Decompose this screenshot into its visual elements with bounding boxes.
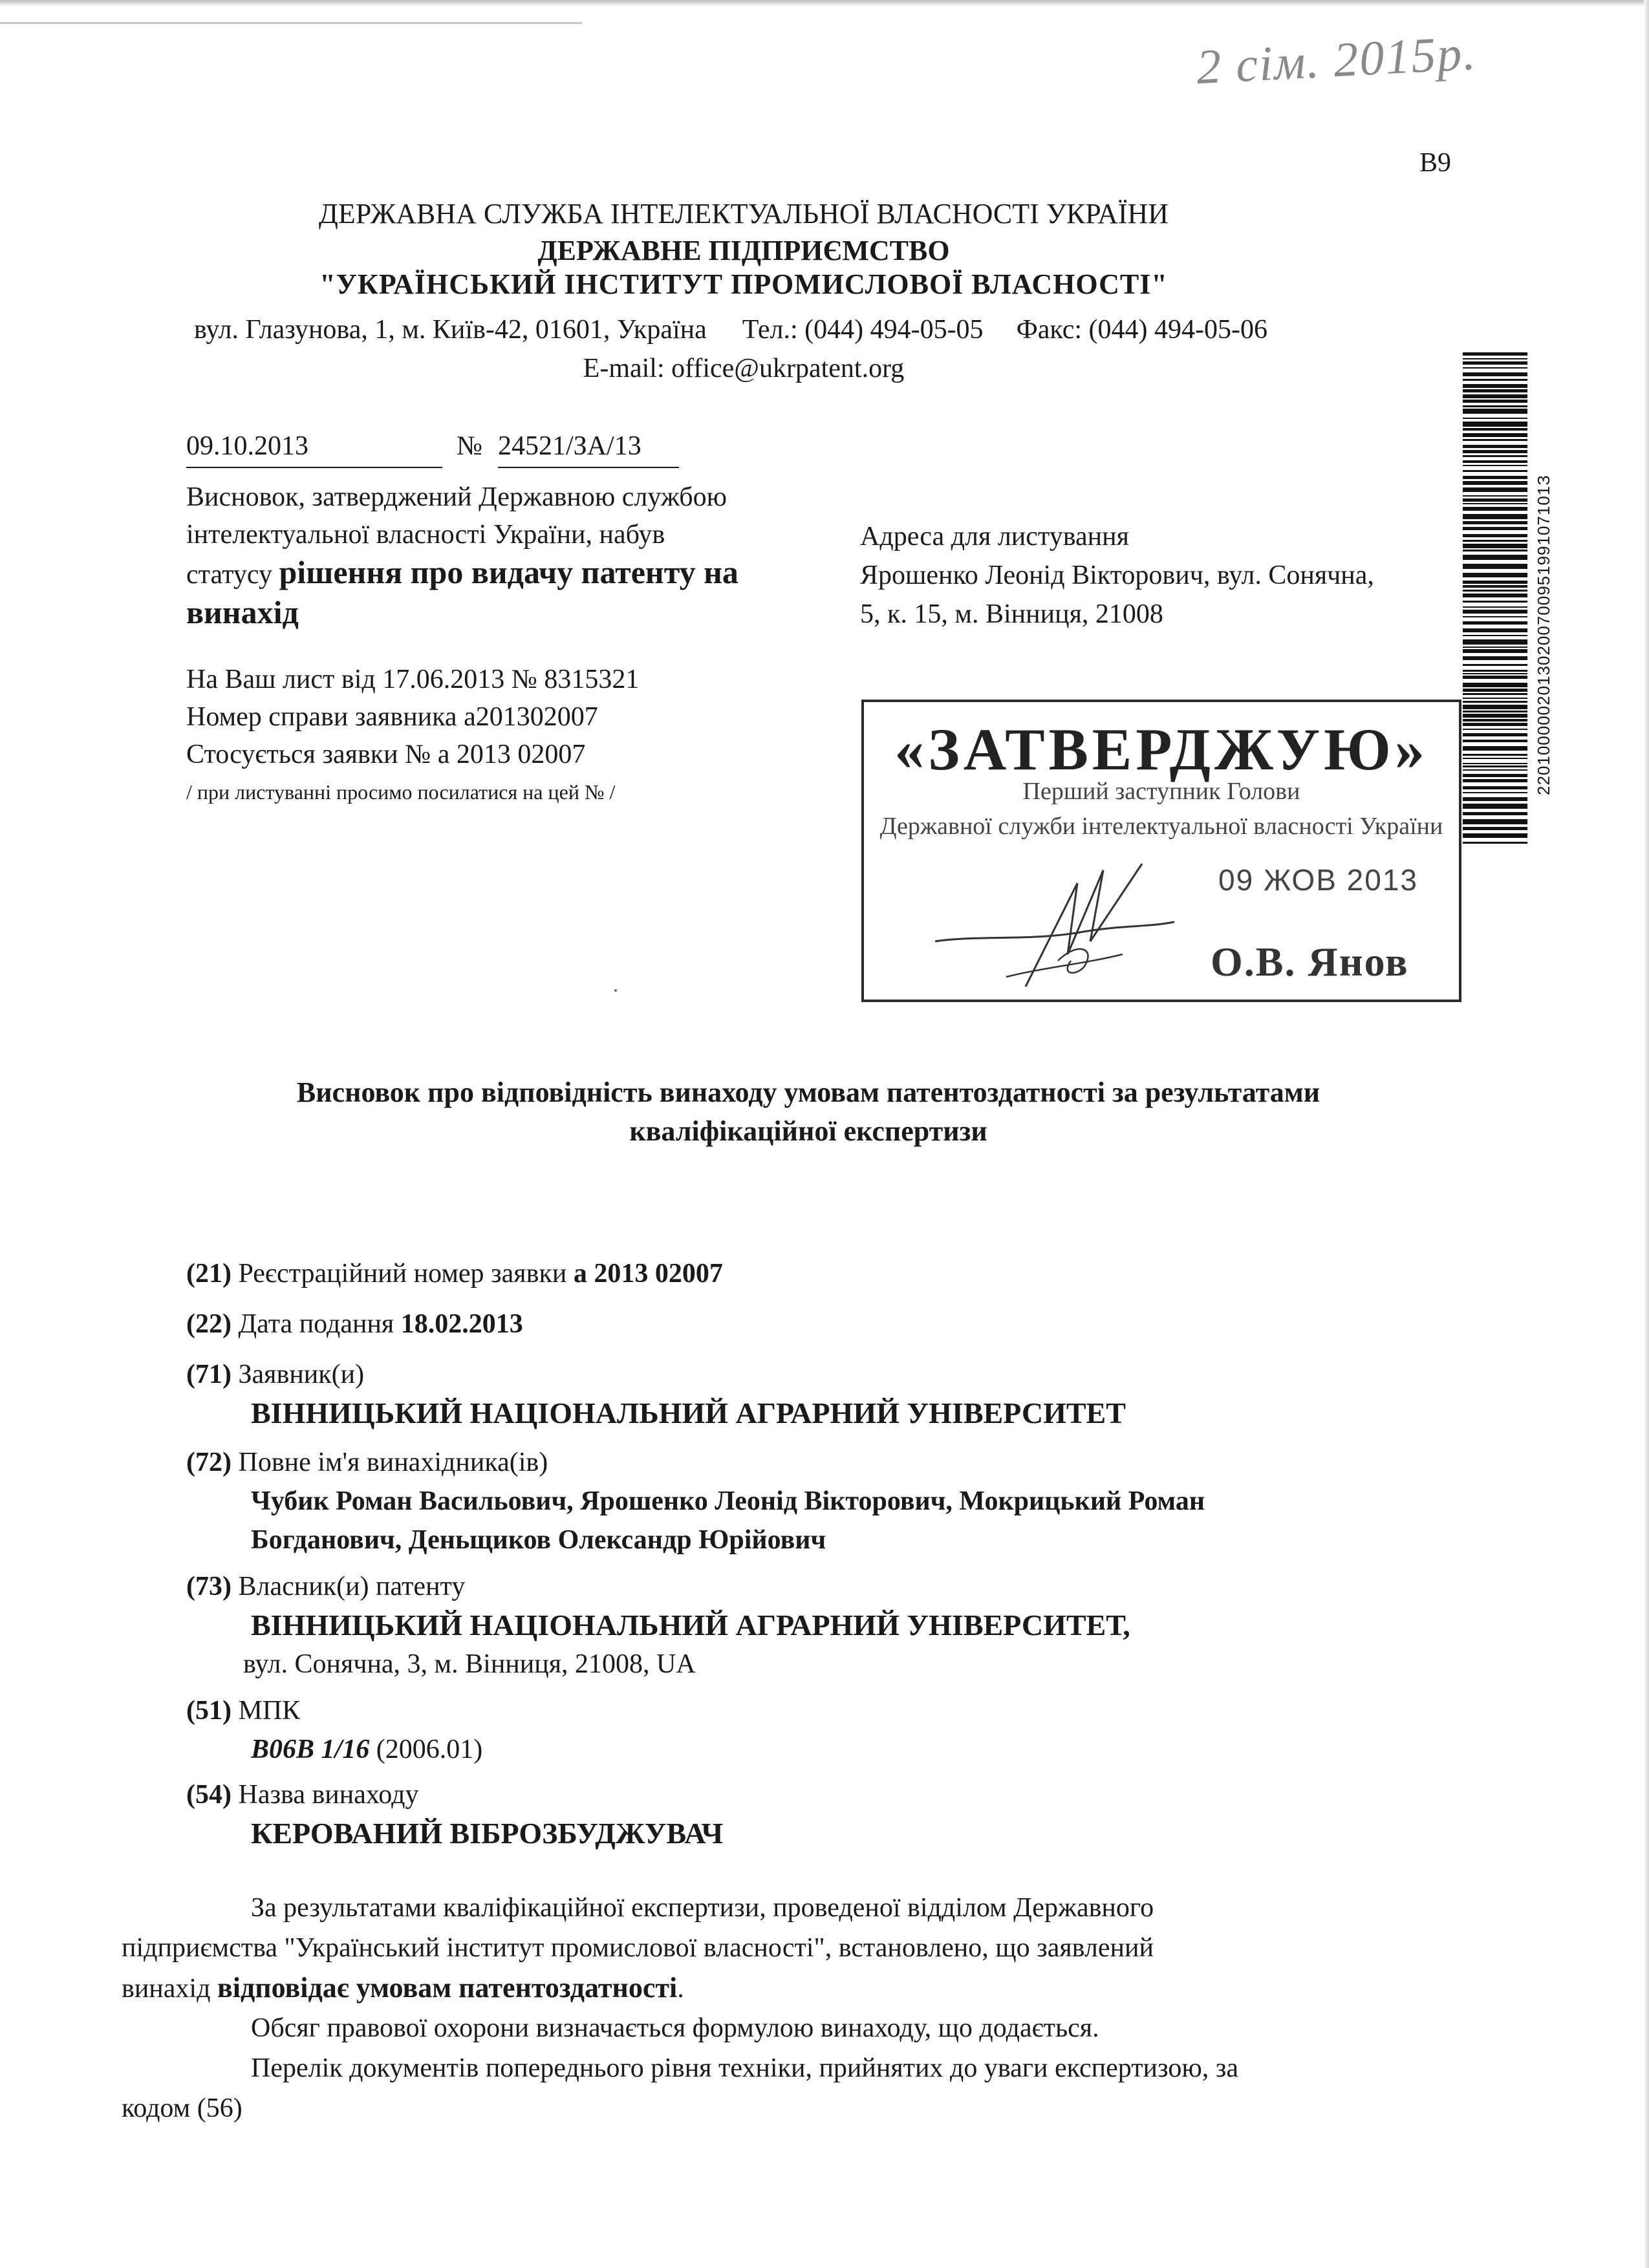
barcode-bar [1463, 673, 1527, 674]
barcode-bar [1463, 676, 1527, 679]
barcode-bar [1463, 445, 1527, 448]
barcode-bar [1463, 460, 1527, 463]
barcode-bar [1463, 405, 1527, 407]
barcode-bar [1463, 389, 1527, 392]
barcode-bar [1463, 769, 1527, 771]
field-21 [186, 1254, 1480, 1293]
scan-speck [614, 989, 617, 992]
barcode-bar [1463, 719, 1527, 722]
number-underline [498, 467, 679, 468]
barcode-bar [1463, 555, 1527, 560]
field-22-label: Дата подання [238, 1309, 394, 1339]
barcode-bar [1463, 733, 1527, 736]
barcode-bar [1463, 581, 1527, 584]
field-51-value: B06B 1/16 [251, 1735, 370, 1764]
barcode-bar [1463, 635, 1527, 636]
barcode-bar [1463, 498, 1527, 502]
field-73-address: вул. Сонячна, 3, м. Вінниця, 21008, UA [243, 1649, 696, 1679]
body-paragraph-1 [122, 1888, 1415, 2009]
letter-ref-note: / при листуванні просимо посилатися на цей № / [186, 780, 616, 804]
barcode-bar [1463, 711, 1527, 712]
barcode-bar [1463, 628, 1527, 632]
barcode-bar [1463, 779, 1527, 782]
barcode-bar [1463, 455, 1527, 457]
conclusion-title-line-2: кваліфікаційної експертизи [629, 1115, 987, 1147]
stamp-organization: Державної служби інтелектуальної власності України [879, 813, 1443, 840]
barcode-bar [1463, 450, 1527, 453]
barcode-bar [1463, 792, 1527, 793]
barcode-bar [1463, 550, 1527, 551]
barcode-bar [1463, 590, 1527, 592]
correspondence-line-1: Ярошенко Леонід Вікторович, вул. Сонячна, [860, 561, 1374, 590]
barcode-bar [1463, 647, 1527, 648]
barcode-bar [1463, 763, 1527, 764]
body-p1-prefix: винахід [122, 1974, 211, 2004]
field-21-label: Реєстраційний номер заявки [238, 1259, 567, 1289]
field-54 [186, 1775, 1480, 1853]
barcode-number: 2201000002013020070095199107101З [1534, 475, 1553, 795]
body-p1-line-1: За результатами кваліфікаційної експертизи, проведеної відділом Державного [251, 1893, 1154, 1923]
handwritten-note: 2 сім. 2015р. [1195, 25, 1478, 95]
barcode-bar [1463, 601, 1527, 603]
field-72-code: (72) [186, 1448, 232, 1477]
barcode-bar [1463, 639, 1527, 645]
barcode-bar [1463, 833, 1527, 838]
date-underline [186, 467, 442, 468]
barcode-bar [1463, 527, 1527, 530]
scan-edge [0, 0, 1649, 6]
barcode-bar [1463, 812, 1527, 815]
barcode-bar [1463, 804, 1527, 809]
header-fax: Факс: (044) 494-05-06 [1016, 315, 1268, 345]
body-p3-line-2: кодом (56) [122, 2093, 242, 2123]
field-21-code: (21) [186, 1259, 232, 1289]
field-71-label: Заявник(и) [238, 1360, 365, 1389]
barcode-bar [1463, 352, 1527, 356]
barcode-bar [1463, 656, 1527, 660]
stamp-signatory: О.В. Янов [1211, 939, 1409, 985]
body-p1-line-2: підприємства "Український інститут промислової власності", встановлено, що заявлений [122, 1933, 1154, 1963]
barcode-bar [1463, 664, 1527, 666]
barcode-bar [1463, 842, 1527, 844]
barcode-bar [1463, 786, 1527, 789]
barcode-bar [1463, 507, 1527, 511]
barcode-bar [1463, 503, 1527, 504]
field-71 [186, 1355, 1480, 1433]
field-73-label: Власник(и) патенту [238, 1572, 466, 1601]
letter-reference [186, 661, 639, 811]
field-54-code: (54) [186, 1780, 232, 1810]
barcode-bar [1463, 610, 1527, 614]
barcode-bar [1463, 683, 1527, 687]
conclusion-title-line-1: Висновок про відповідність винаходу умовам патентоздатності за результатами [296, 1076, 1320, 1108]
field-72-inventors-line-2: Богданович, Деньщиков Олександр Юрійович [251, 1525, 826, 1555]
barcode-bar [1463, 379, 1527, 381]
barcode-bar [1463, 564, 1527, 569]
stamp-position: Перший заступник Голови [1022, 778, 1300, 805]
field-72 [186, 1443, 1480, 1559]
barcode-bar [1463, 827, 1527, 830]
field-73-value: ВІННИЦЬКИЙ НАЦІОНАЛЬНИЙ АГРАРНИЙ УНІВЕРСИТЕТ, [251, 1609, 1130, 1642]
barcode-bar [1463, 754, 1527, 756]
scan-line [0, 22, 582, 24]
conclusion-status-note [186, 478, 833, 631]
barcode-bar [1463, 439, 1527, 441]
barcode-bar [1463, 476, 1527, 479]
barcode-bar [1463, 723, 1527, 726]
barcode-bar [1463, 740, 1527, 742]
scan-right-edge [1644, 0, 1649, 2268]
field-54-value: КЕРОВАНИЙ ВІБРОЗБУДЖУВАЧ [251, 1817, 724, 1850]
field-51-code: (51) [186, 1696, 232, 1726]
barcode-bar [1463, 372, 1527, 376]
barcode-bar [1463, 367, 1527, 369]
barcode-bar [1463, 521, 1527, 524]
status-line-1: Висновок, затверджений Державною службою [186, 482, 727, 512]
barcode-bar [1463, 774, 1527, 777]
barcode-bar [1463, 418, 1527, 419]
barcode-bar [1463, 470, 1527, 472]
barcode-bar [1463, 729, 1527, 730]
barcode-bar [1463, 573, 1527, 577]
barcode-bar [1463, 428, 1527, 431]
body-p1-verdict: відповідає умовам патентоздатності [217, 1972, 678, 2004]
barcode-bar [1463, 797, 1527, 801]
correspondence-address [860, 517, 1461, 634]
status-line-3 [186, 553, 833, 594]
field-71-value: ВІННИЦЬКИЙ НАЦІОНАЛЬНИЙ АГРАРНИЙ УНІВЕРСИТЕТ [251, 1396, 1126, 1429]
body-p3-line-1: Перелік документів попереднього рівня техніки, прийнятих до уваги експертизою, за [251, 2053, 1238, 2083]
body-p1-suffix: . [677, 1974, 684, 2004]
field-72-label: Повне ім'я винахідника(ів) [238, 1448, 548, 1477]
field-22-code: (22) [186, 1309, 232, 1339]
barcode-bar [1463, 384, 1527, 388]
barcode-bar [1463, 621, 1527, 625]
barcode-bar [1463, 616, 1527, 617]
field-72-inventors-line-1: Чубик Роман Васильович, Ярошенко Леонід Вікторович, Мокрицький Роман [251, 1486, 1205, 1516]
approval-stamp [861, 700, 1461, 1002]
barcode-bar [1463, 481, 1527, 485]
field-51-version: (2006.01) [376, 1735, 483, 1764]
barcode-bar [1463, 465, 1527, 466]
status-decision: рішення про видачу патенту на [279, 554, 738, 590]
barcode-bar [1463, 409, 1527, 414]
status-decision-end: винахід [186, 594, 299, 630]
barcode-bar [1463, 534, 1527, 537]
barcode-bar [1463, 514, 1527, 519]
barcode-bar [1463, 585, 1527, 588]
body-paragraph-2: Обсяг правової охорони визначається формулою винаходу, що додається. [251, 2013, 1099, 2043]
letter-ref-line-2: Номер справи заявника а201302007 [186, 702, 598, 732]
barcode-bar [1463, 670, 1527, 672]
header-agency: ДЕРЖАВНА СЛУЖБА ІНТЕЛЕКТУАЛЬНОЇ ВЛАСНОСТІ УКРАЇНИ [318, 198, 1169, 230]
field-73 [186, 1567, 1480, 1684]
field-51 [186, 1691, 1480, 1769]
header-email: E-mail: office@ukrpatent.org [583, 354, 905, 383]
header-phone: Тел.: (044) 494-05-05 [742, 315, 984, 345]
document-code: B9 [1419, 148, 1452, 178]
barcode-bar [1463, 361, 1527, 365]
field-22 [186, 1305, 1480, 1343]
header-address: вул. Глазунова, 1, м. Київ-42, 01601, Україна [194, 315, 707, 345]
field-22-value: 18.02.2013 [400, 1309, 523, 1339]
barcode-bar [1463, 544, 1527, 548]
field-73-code: (73) [186, 1572, 232, 1601]
barcode-bar [1463, 714, 1527, 718]
barcode-bar [1463, 693, 1527, 695]
barcode-bar [1463, 540, 1527, 542]
barcode-bar [1463, 606, 1527, 608]
barcode-bar [1463, 358, 1527, 359]
correspondence-label: Адреса для листування [860, 522, 1129, 551]
barcode-bar [1463, 765, 1527, 767]
barcode-bar [1463, 487, 1527, 492]
barcode-bar [1463, 819, 1527, 824]
barcode-bar [1463, 701, 1527, 703]
conclusion-title [194, 1073, 1423, 1151]
field-51-label: МПК [238, 1696, 301, 1726]
stamp-date: 09 ЖОВ 2013 [1218, 863, 1418, 897]
header-address-line [194, 314, 1267, 345]
barcode-bar [1463, 594, 1527, 597]
letter-ref-line-3: Стосується заявки № а 2013 02007 [186, 740, 586, 769]
barcode-bar [1463, 689, 1527, 692]
barcode-bar [1463, 433, 1527, 437]
status-line-2: інтелектуальної власності України, набув [186, 520, 665, 550]
number-sign: № [457, 431, 483, 461]
letter-ref-line-1: На Ваш лист від 17.06.2013 № 8315321 [186, 665, 640, 694]
barcode-bar [1463, 400, 1527, 403]
document-number: 24521/ЗА/13 [498, 431, 641, 461]
barcode-bar [1463, 495, 1527, 497]
status-prefix: статусу [186, 560, 272, 590]
barcode-bar [1463, 649, 1527, 653]
body-paragraph-3 [122, 2048, 1415, 2128]
stamp-title: «ЗАТВЕРДЖУЮ» [894, 716, 1428, 782]
barcode-bar [1463, 698, 1527, 699]
header-enterprise: ДЕРЖАВНЕ ПІДПРИЄМСТВО [537, 235, 950, 266]
barcode-bar [1463, 758, 1527, 759]
document-date: 09.10.2013 [186, 431, 308, 461]
barcode-bar [1463, 422, 1527, 427]
field-21-value: а 2013 02007 [573, 1259, 723, 1289]
field-54-label: Назва винаходу [238, 1780, 419, 1810]
field-71-code: (71) [186, 1360, 232, 1389]
barcode-bar [1463, 705, 1527, 709]
barcode-bar [1463, 746, 1527, 751]
barcode-bar [1463, 394, 1527, 398]
correspondence-line-2: 5, к. 15, м. Вінниця, 21008 [860, 599, 1163, 629]
signature-icon [929, 844, 1200, 993]
header-institute: "УКРАЇНСЬКИЙ ІНСТИТУТ ПРОМИСЛОВОЇ ВЛАСНОСТІ" [319, 268, 1168, 300]
